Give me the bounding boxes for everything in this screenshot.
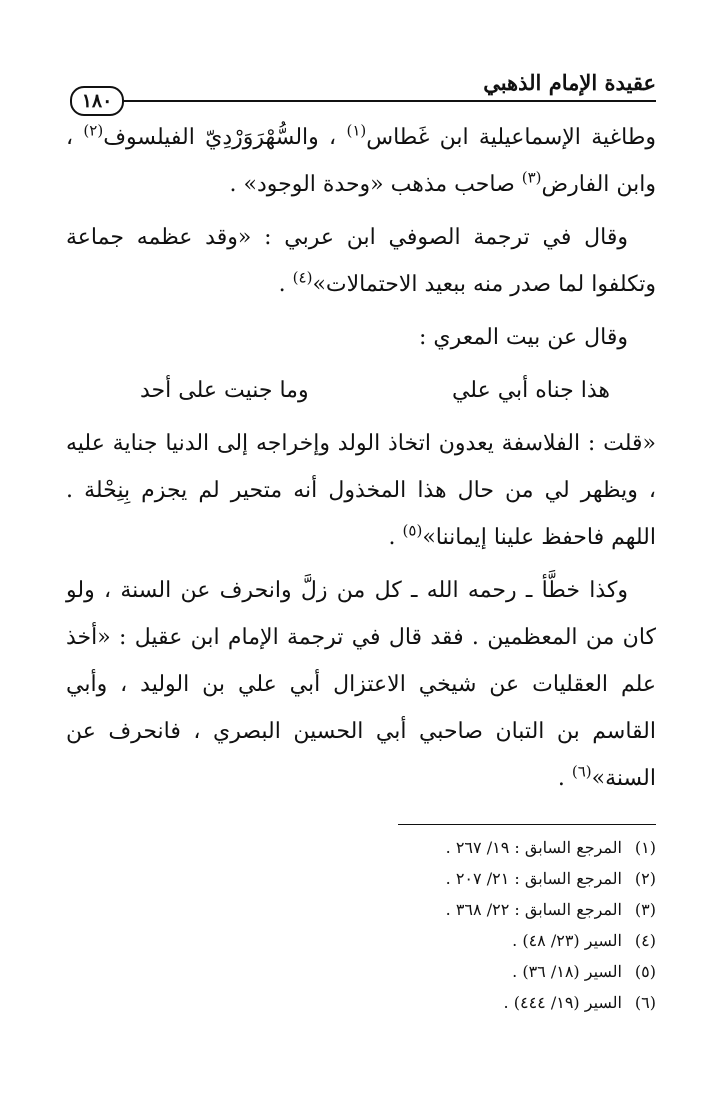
paragraph-4 bbox=[66, 420, 656, 561]
footnote-ref-2: (٢) bbox=[83, 121, 104, 140]
footnote-item bbox=[66, 832, 656, 863]
footnote-ref-4: (٤) bbox=[292, 268, 313, 287]
footnote-item bbox=[66, 987, 656, 1018]
paragraph-2 bbox=[66, 214, 656, 308]
footnote-number: (٣) bbox=[634, 900, 656, 919]
paragraph-1-part-b: ، والسُّهْرَوَرْدِيّ الفيلسوف bbox=[103, 125, 337, 150]
paragraph-2-text: وقال في ترجمة الصوفي ابن عربي : «وقد عظمه جماعة وتكلفوا لما صدر منه ببعيد الاحتمالات» bbox=[66, 225, 656, 297]
footnote-number: (٤) bbox=[634, 931, 656, 950]
footnote-text: المرجع السابق : ٢٢/ ٣٦٨ . bbox=[445, 900, 622, 919]
paragraph-1 bbox=[66, 114, 656, 208]
verse-line bbox=[66, 367, 656, 414]
footnote-number: (٦) bbox=[634, 993, 656, 1012]
paragraph-4-text: «قلت : الفلاسفة يعدون اتخاذ الولد وإخراجه إلى الدنيا جناية عليه ، ويظهر لي من حال هذا المخذول أنه متحير لم يجزم بِنِحْلة . اللهم فاحفظ علينا إيماننا» bbox=[66, 431, 656, 550]
footnote-item bbox=[66, 956, 656, 987]
footnote-text: المرجع السابق : ٢١/ ٢٠٧ . bbox=[445, 869, 622, 888]
footnote-text: السير (١٩/ ٤٤٤) . bbox=[503, 993, 622, 1012]
header-rule bbox=[118, 100, 656, 102]
page-header bbox=[70, 66, 656, 112]
footnote-ref-1: (١) bbox=[346, 121, 367, 140]
verse-first-hemistich: هذا جناه أبي علي bbox=[451, 378, 610, 403]
footnote-text: المرجع السابق : ١٩/ ٢٦٧ . bbox=[445, 838, 622, 857]
paragraph-1-part-d: صاحب مذهب «وحدة الوجود» . bbox=[229, 172, 515, 197]
paragraph-1-part-a: وطاغية الإسماعيلية ابن غَطاس bbox=[366, 125, 656, 150]
footnote-ref-5: (٥) bbox=[402, 521, 423, 540]
paragraph-3-text: وقال عن بيت المعري : bbox=[419, 325, 628, 350]
verse-second-hemistich: وما جنيت على أحد bbox=[140, 378, 309, 403]
paragraph-3 bbox=[66, 314, 656, 361]
page-number: ١٨٠ bbox=[70, 86, 124, 116]
footnote-ref-6: (٦) bbox=[571, 762, 592, 781]
footnote-ref-3: (٣) bbox=[521, 168, 542, 187]
footnote-separator bbox=[398, 824, 656, 825]
footnote-text: السير (٢٣/ ٤٨) . bbox=[512, 931, 622, 950]
footnote-item bbox=[66, 925, 656, 956]
paragraph-4-end: . bbox=[388, 525, 396, 550]
footnotes bbox=[66, 832, 656, 1018]
paragraph-5-end: . bbox=[557, 766, 565, 791]
footnote-text: السير (١٨/ ٣٦) . bbox=[512, 962, 622, 981]
footnote-item bbox=[66, 863, 656, 894]
footnote-item bbox=[66, 894, 656, 925]
paragraph-5 bbox=[66, 567, 656, 802]
paragraph-5-text: وكذا خطَّأ ـ رحمه الله ـ كل من زلَّ وانحرف عن السنة ، ولو كان من المعظمين . فقد قال في ترجمة الإمام ابن عقيل : «أخذ علم العقليات عن شيخي الاعتزال أبي علي بن الوليد ، وأبي القاسم بن التبان صاحبي أبي الحسين البصري ، فانحرف عن السنة» bbox=[66, 578, 656, 791]
body-text bbox=[66, 114, 656, 808]
paragraph-2-end: . bbox=[278, 272, 286, 297]
footnote-number: (١) bbox=[634, 838, 656, 857]
footnote-number: (٥) bbox=[634, 962, 656, 981]
running-title: عقيدة الإمام الذهبي bbox=[483, 70, 656, 95]
paragraph-1-part-c: ، وابن الفارض bbox=[66, 125, 656, 197]
footnote-number: (٢) bbox=[634, 869, 656, 888]
